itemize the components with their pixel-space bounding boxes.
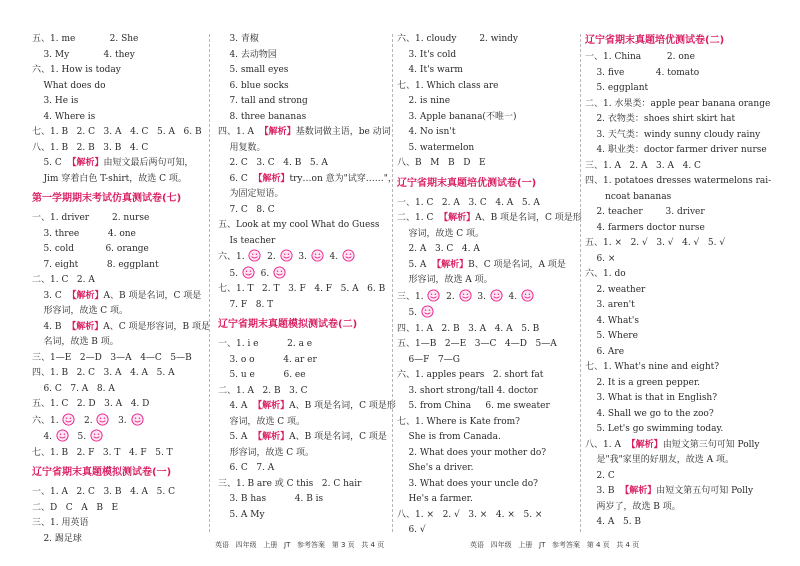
analysis-text: A、C 项是形容词，B 项是 <box>103 321 210 332</box>
text-line: 三、1. B are 或 C this 2. C hair <box>218 478 362 489</box>
text-line: 6. × <box>585 253 616 264</box>
text-line <box>218 125 391 141</box>
text-line: 6. C 7. A 8. A <box>32 383 115 394</box>
analysis-tag: 【解析】 <box>439 213 476 223</box>
text-line: 一、1. i e 2. a e <box>218 339 313 349</box>
answer-number: 4. B <box>32 321 68 332</box>
text-line: 一、1. C 2. A 3. C 4. A 5. A <box>397 197 540 208</box>
column-2 <box>218 32 397 523</box>
text-line: 两岁了，故选 B 项。 <box>585 501 681 512</box>
text-line: 5. small eyes <box>218 65 289 75</box>
text-line <box>32 320 210 336</box>
text-line: 3. o o 4. ar er <box>218 354 317 365</box>
text-line: 七、1. What's nine and eight? <box>585 362 720 372</box>
analysis-tag: 【解析】 <box>626 439 663 450</box>
text-line: 5. Let's go swimming today. <box>585 424 724 434</box>
text-line: 2. is nine <box>397 96 451 106</box>
text-line: What does do <box>32 80 106 91</box>
analysis-text: A、B 项是名词，C 项是 <box>103 290 202 301</box>
text-line: 7. tall and strong <box>218 96 308 106</box>
text-line: 5. u e 6. ee <box>218 370 306 380</box>
text-line: 3. What does your uncle do? <box>397 478 538 489</box>
column-1 <box>32 32 210 547</box>
section-heading: 辽宁省期末真题培优测试卷(二) <box>585 35 725 46</box>
section-heading: 第一学期期末考试仿真测试卷(七) <box>32 193 182 204</box>
text-line: 名词，故选 B 项。 <box>32 337 119 347</box>
text-line: 用复数。 <box>218 142 266 153</box>
text-line: 3. three 4. one <box>32 228 136 239</box>
answer-number: 5. C <box>32 158 68 168</box>
text-line: 四、1. B 2. C 3. A 4. A 5. A <box>32 368 175 378</box>
text-line: 容词，故选 C 项。 <box>397 228 485 239</box>
text-line: 六、1. cloudy 2. windy <box>397 34 518 44</box>
text-line: 六、1. do <box>585 269 626 279</box>
text-line: 四、1. A 2. B 3. A 4. A 5. B <box>397 323 540 334</box>
text-line: 2. A 3. C 4. A <box>397 244 480 254</box>
text-line: 4. Shall we go to the zoo? <box>585 408 714 419</box>
text-line: 8. three bananas <box>218 111 307 122</box>
text-line: 4. 职业类：doctor farmer driver nurse <box>585 145 767 155</box>
analysis-tag: 【解析】 <box>253 173 290 184</box>
text-line: 4. It's warm <box>397 65 463 75</box>
text-line: 3. B has 4. B is <box>218 494 324 504</box>
analysis-tag: 【解析】 <box>259 127 296 137</box>
text-line: 2. It is a green pepper. <box>585 377 700 388</box>
text-line: 5. Where <box>585 331 638 341</box>
analysis-tag: 【解析】 <box>67 158 104 168</box>
text-line: 3. five 4. tomato <box>585 67 700 78</box>
answer-number: 4. A <box>218 401 254 411</box>
text-line: ncoat bananas <box>585 191 672 202</box>
face-answer-line: 六、1. 2. 3. 4. <box>218 249 388 266</box>
text-line <box>218 430 388 446</box>
text-line <box>32 289 202 305</box>
text-line: 6. Are <box>585 346 625 357</box>
section-heading: 辽宁省期末真题培优测试卷(一) <box>397 177 537 189</box>
text-line: 3. My 4. they <box>32 49 135 60</box>
analysis-tag: 【解析】 <box>67 321 104 332</box>
text-line: 4. A 5. B <box>585 517 642 527</box>
text-line: 7. F 8. T <box>218 299 274 310</box>
text-line: 八、B M B D E <box>397 158 486 168</box>
analysis-text: A、B 项是名词，C 项是形 <box>475 213 582 223</box>
text-line: 5. cold 6. orange <box>32 244 149 254</box>
text-line: 五、1. me 2. She <box>32 34 139 44</box>
smiley-face-icon <box>248 249 261 262</box>
text-line: 三、1. A 2. A 3. A 4. C <box>585 160 701 171</box>
text-line: 六、1. How is today <box>32 65 121 75</box>
text-line: 七、1. T 2. T 3. F 4. F 5. A 6. B <box>218 284 386 294</box>
text-line: 5. A My <box>218 509 265 520</box>
text-line: 一、1. driver 2. nurse <box>32 213 150 223</box>
analysis-text: 由短文第五句可知 Polly <box>656 486 754 496</box>
section-heading: 辽宁省期末真题模拟测试卷(二) <box>218 319 358 330</box>
smiley-face-icon <box>242 266 255 279</box>
text-line: 3. 天气类：windy sunny cloudy rainy <box>585 129 761 140</box>
smiley-face-icon <box>56 429 69 442</box>
text-line: 5. eggplant <box>585 83 649 93</box>
text-line: 二、1. C 2. A <box>32 275 95 285</box>
text-line: 7. eight 8. eggplant <box>32 259 159 270</box>
text-line: 2. 踢足球 <box>32 533 82 544</box>
text-line <box>397 211 582 227</box>
text-line: 6. blue socks <box>218 80 289 91</box>
answer-number: 3. C <box>32 290 68 301</box>
text-line: 七、1. B 2. F 3. T 4. F 5. T <box>32 447 173 458</box>
text-line: 2. 衣物类：shoes shirt skirt hat <box>585 114 736 124</box>
smiley-face-icon <box>421 305 434 318</box>
smiley-face-icon <box>273 266 286 279</box>
smiley-face-icon <box>521 289 534 302</box>
answer-number: 八、1. A <box>585 439 627 450</box>
text-line: 4. 去动物园 <box>218 49 277 60</box>
text-line: 容词，故选 C 项。 <box>218 416 306 427</box>
page-footer-right: 英语 四年级 上册 JT 参考答案 第 4 页 共 4 页 <box>470 541 640 549</box>
answer-number: 6. C <box>218 173 254 184</box>
smiley-face-icon <box>459 289 472 302</box>
analysis-tag: 【解析】 <box>253 401 290 411</box>
text-line: 5. watermelon <box>397 142 475 153</box>
analysis-text: A、B 项是名词，C 项是形 <box>289 401 396 411</box>
text-line: Is teacher <box>218 235 276 246</box>
analysis-text: 基数词做主语，be 动词 <box>295 127 391 137</box>
text-line: 五、Look at my cool What do Guess <box>218 220 380 230</box>
text-line <box>585 438 775 454</box>
text-line: 4. Where is <box>32 111 96 122</box>
text-line: 二、1. 水果类：apple pear banana orange <box>585 98 771 109</box>
analysis-tag: 【解析】 <box>432 259 469 270</box>
smiley-face-icon <box>131 413 144 426</box>
answer-number: 四、1. A <box>218 127 260 137</box>
text-line: 形容词，故选 A 项。 <box>397 275 493 285</box>
text-line <box>397 258 575 274</box>
text-line: 3. 青椒 <box>218 34 259 44</box>
face-answer-line: 5. 6. <box>218 266 388 283</box>
text-line: 4. No isn't <box>397 127 456 137</box>
analysis-text: B、C 项是名词，A 项是 <box>468 259 566 270</box>
text-line: 七、1. Where is Kate from? <box>397 416 520 427</box>
text-line: 四、1. potatoes dresses watermelons rai- <box>585 176 772 186</box>
text-line: 七、1. B 2. C 3. A 4. C 5. A 6. B <box>32 127 202 137</box>
text-line: 7. C 8. C <box>218 204 275 215</box>
text-line: 五、1. × 2. √ 3. √ 4. √ 5. √ <box>585 238 726 248</box>
face-answer-line: 4. 5. <box>32 429 202 446</box>
text-line: 6. √ <box>397 525 426 535</box>
column-4 <box>585 32 775 531</box>
analysis-tag: 【解析】 <box>67 290 104 301</box>
smiley-face-icon <box>490 289 503 302</box>
text-line: 五、1. C 2. D 3. A 4. D <box>32 399 150 409</box>
text-line: 3. It's cold <box>397 49 457 60</box>
text-line: 五、1—B 2—E 3—C 4—D 5—A <box>397 339 557 349</box>
analysis-text: 由短文最后两句可知， <box>103 158 194 168</box>
text-line <box>32 156 202 172</box>
answer-number: 5. A <box>397 259 433 270</box>
column-divider <box>392 34 393 532</box>
text-line: 3. He is <box>32 96 79 106</box>
text-line <box>218 399 396 415</box>
text-line: 八、1. × 2. √ 3. × 4. × 5. × <box>397 509 543 520</box>
text-line: 形容词，故选 C 项。 <box>32 306 129 316</box>
smiley-face-icon <box>342 249 355 262</box>
text-line: 2. C <box>585 470 615 481</box>
column-divider <box>209 34 210 532</box>
text-line: 三、1. 用英语 <box>32 518 89 528</box>
analysis-tag: 【解析】 <box>620 486 657 496</box>
text-line: 6—F 7—G <box>397 354 460 365</box>
text-line: 为固定短语。 <box>218 189 284 199</box>
analysis-text: try…on 意为"试穿……"， <box>289 173 397 184</box>
text-line: 是"我"家里的好朋友，故选 A 项。 <box>585 455 734 465</box>
text-line: Jim 穿着白色 T-shirt，故选 C 项。 <box>32 173 187 184</box>
smiley-face-icon <box>280 249 293 262</box>
analysis-text: 由短文第三句可知 Polly <box>662 439 760 450</box>
text-line: 八、1. B 2. B 3. B 4. C <box>32 142 149 153</box>
text-line: 3. aren't <box>585 300 635 310</box>
text-line <box>218 172 397 188</box>
text-line: 5. from China 6. me sweater <box>397 401 550 411</box>
analysis-tag: 【解析】 <box>253 432 290 442</box>
smiley-face-icon <box>427 289 440 302</box>
text-line: 六、1. apples pears 2. short fat <box>397 370 544 380</box>
smiley-face-icon <box>62 413 75 426</box>
face-answer-line: 三、1. 2. 3. 4. <box>397 289 575 306</box>
smiley-face-icon <box>90 429 103 442</box>
text-line: 3. What is that in English? <box>585 393 718 403</box>
text-line: 4. farmers doctor nurse <box>585 222 705 233</box>
smiley-face-icon <box>311 249 324 262</box>
text-line: 3. Apple banana(不唯一) <box>397 111 517 122</box>
text-line: 6. C 7. A <box>218 463 275 473</box>
text-line: 2. C 3. C 4. B 5. A <box>218 158 328 168</box>
column-divider <box>580 34 581 532</box>
page-footer-left: 英语 四年级 上册 JT 参考答案 第 3 页 共 4 页 <box>215 541 385 549</box>
text-line: 2. teacher 3. driver <box>585 207 705 217</box>
text-line: 一、1. A 2. C 3. B 4. A 5. C <box>32 487 175 497</box>
text-line: 二、1. A 2. B 3. C <box>218 385 308 396</box>
text-line: 3. short strong/tall 4. doctor <box>397 385 538 396</box>
answer-number: 5. A <box>218 432 254 442</box>
text-line: He's a farmer. <box>397 494 473 504</box>
text-line: 一、1. China 2. one <box>585 52 695 62</box>
text-line: 4. What's <box>585 315 640 326</box>
text-line <box>585 484 775 500</box>
smiley-face-icon <box>96 413 109 426</box>
text-line: She's a driver. <box>397 463 474 473</box>
answer-number: 二、1. C <box>397 213 440 223</box>
text-line: 2. What does your mother do? <box>397 447 547 458</box>
face-answer-line: 六、1. 2. 3. <box>32 413 202 430</box>
face-answer-line: 5. <box>397 305 575 322</box>
text-line: 三、1—E 2—D 3—A 4—C 5—B <box>32 352 192 363</box>
section-heading: 辽宁省期末真题模拟测试卷(一) <box>32 467 172 478</box>
analysis-text: A、B 项是名词，C 项是 <box>289 432 387 442</box>
text-line: 2. weather <box>585 284 646 295</box>
text-line: She is from Canada. <box>397 432 501 442</box>
column-3 <box>397 32 582 539</box>
text-line: 形容词，故选 C 项。 <box>218 447 315 458</box>
text-line: 二、D C A B E <box>32 502 119 513</box>
answer-number: 3. B <box>585 486 621 496</box>
text-line: 七、1. Which class are <box>397 80 499 91</box>
